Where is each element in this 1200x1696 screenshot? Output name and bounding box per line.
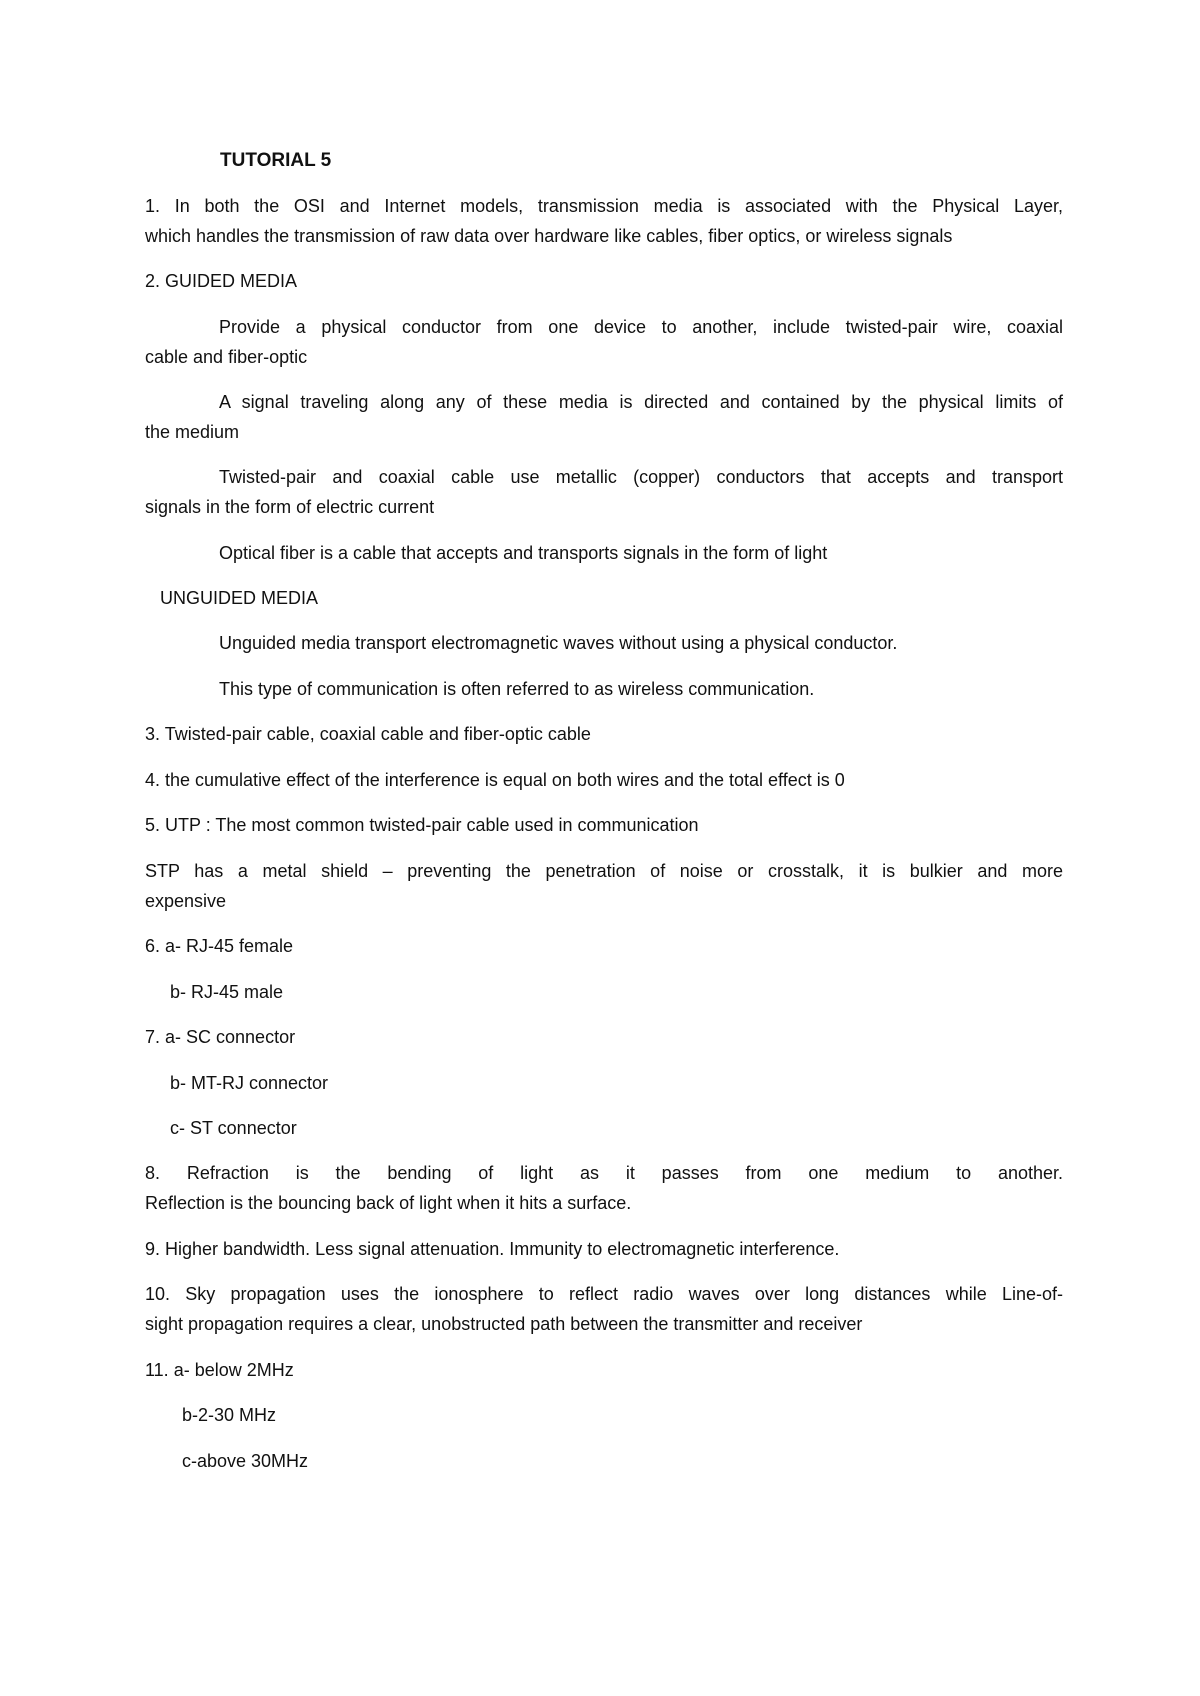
guided-para-3-line-2: signals in the form of electric current (145, 497, 435, 517)
answer-1-line-2: which handles the transmission of raw data over hardware like cables, fiber optics, or wireless signals (145, 226, 953, 246)
answer-9: 9. Higher bandwidth. Less signal attenuation. Immunity to electromagnetic interference. (145, 1239, 840, 1259)
answer-3: 3. Twisted-pair cable, coaxial cable and fiber-optic cable (145, 724, 591, 744)
guided-para-4: Optical fiber is a cable that accepts and transports signals in the form of light (219, 543, 828, 563)
guided-para-1-line-2: cable and fiber-optic (145, 347, 308, 367)
answer-10-line-1: 10. Sky propagation uses the ionosphere to reflect radio waves over long distances while Line-of- (145, 1284, 1063, 1304)
answer-7a: 7. a- SC connector (145, 1027, 296, 1047)
guided-para-3-line-1: Twisted-pair and coaxial cable use metallic (copper) conductors that accepts and transport (219, 467, 1063, 487)
unguided-para-2: This type of communication is often referred to as wireless communication. (219, 679, 815, 699)
answer-5-utp: 5. UTP : The most common twisted-pair cable used in communication (145, 815, 699, 835)
answer-5-stp-line-2: expensive (145, 891, 227, 911)
unguided-heading: UNGUIDED MEDIA (160, 588, 319, 608)
answer-1-line-1: 1. In both the OSI and Internet models, transmission media is associated with the Physical Layer, (145, 196, 1063, 216)
answer-7b: b- MT-RJ connector (170, 1073, 329, 1093)
guided-para-2-line-2: the medium (145, 422, 240, 442)
answer-11a: 11. a- below 2MHz (145, 1360, 294, 1380)
answer-11c: c-above 30MHz (182, 1451, 309, 1471)
answer-8-line-2: Reflection is the bouncing back of light when it hits a surface. (145, 1193, 632, 1213)
answer-10-line-2: sight propagation requires a clear, unobstructed path between the transmitter and receiver (145, 1314, 863, 1334)
guided-para-1-line-1: Provide a physical conductor from one device to another, include twisted-pair wire, coaxial (219, 317, 1063, 337)
answer-8-line-1: 8. Refraction is the bending of light as it passes from one medium to another. (145, 1163, 1063, 1183)
answer-7c: c- ST connector (170, 1118, 297, 1138)
answer-4: 4. the cumulative effect of the interference is equal on both wires and the total effect is 0 (145, 770, 845, 790)
answer-2-heading: 2. GUIDED MEDIA (145, 271, 298, 291)
answer-6a: 6. a- RJ-45 female (145, 936, 294, 956)
answer-6b: b- RJ-45 male (170, 982, 284, 1002)
page-title: TUTORIAL 5 (220, 150, 332, 171)
guided-para-2-line-1: A signal traveling along any of these media is directed and contained by the physical limits of (219, 392, 1063, 412)
answer-11b: b-2-30 MHz (182, 1405, 277, 1425)
answer-5-stp-line-1: STP has a metal shield – preventing the penetration of noise or crosstalk, it is bulkier and more (145, 861, 1063, 881)
unguided-para-1: Unguided media transport electromagnetic waves without using a physical conductor. (219, 633, 898, 653)
